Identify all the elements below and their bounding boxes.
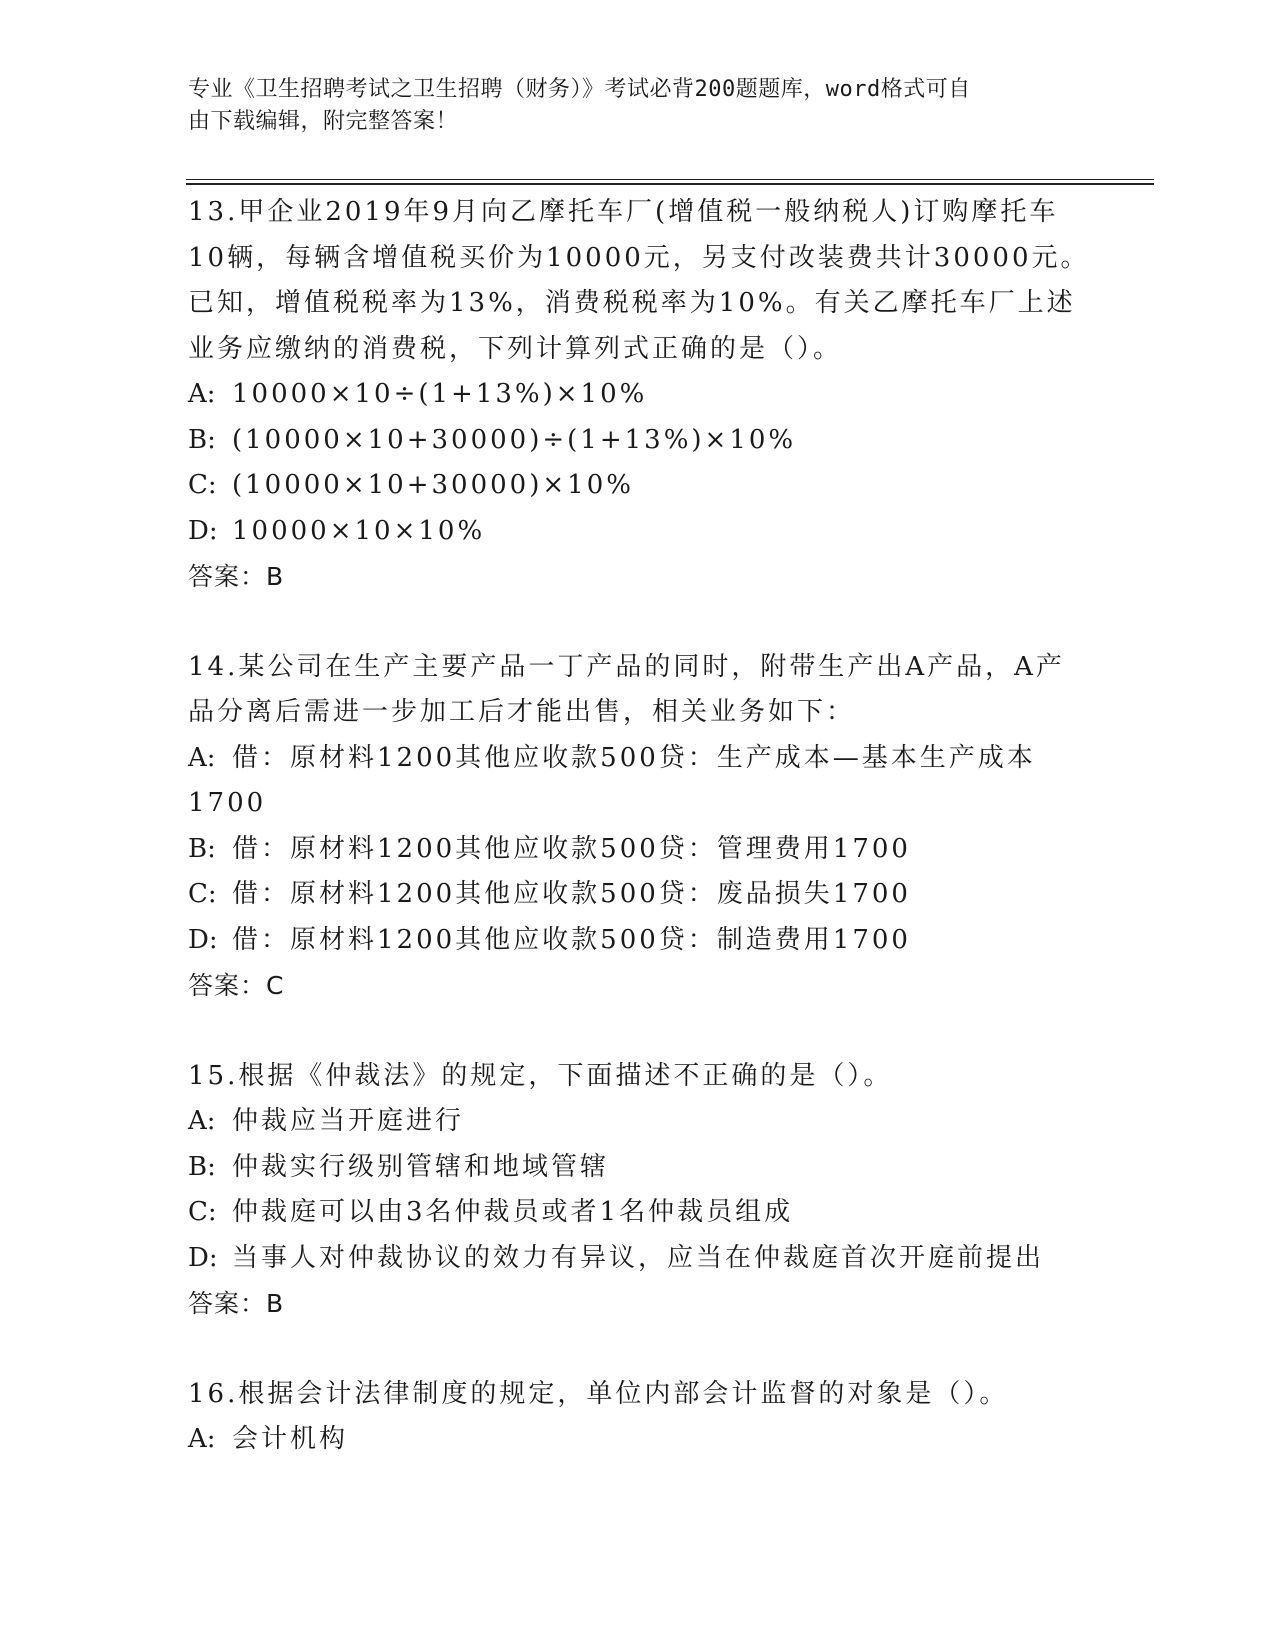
option-text: 借：原材料1200其他应收款500贷：废品损失1700 [232, 879, 911, 909]
option-letter: D: [188, 515, 218, 546]
option-text: 借：原材料1200其他应收款500贷：生产成本—基本生产成本 [232, 742, 1036, 773]
option-a [188, 736, 1088, 782]
option-letter: B: [188, 1151, 216, 1182]
option-letter: A: [188, 742, 216, 773]
option-c [188, 1190, 1088, 1236]
question-list [188, 190, 1088, 1463]
header-divider-thin [186, 179, 1154, 180]
option-text: 仲裁实行级别管辖和地域管辖 [232, 1151, 610, 1182]
option-letter: D: [188, 924, 218, 955]
option-text: 仲裁庭可以由3名仲裁员或者1名仲裁员组成 [232, 1197, 794, 1227]
option-text: 借：原材料1200其他应收款500贷：制造费用1700 [232, 924, 911, 955]
question-stem-line: 15.根据《仲裁法》的规定，下面描述不正确的是（）。 [188, 1060, 893, 1091]
question-16 [188, 1372, 1088, 1463]
option-text: 借：原材料1200其他应收款500贷：管理费用1700 [232, 833, 911, 864]
question-spacer [188, 1327, 1088, 1372]
option-letter: A: [188, 1106, 216, 1136]
option-letter: C: [188, 879, 217, 909]
option-letter: A: [188, 1424, 216, 1454]
option-b [188, 418, 1088, 464]
option-c [188, 872, 1088, 918]
question-stem-line: 业务应缴纳的消费税，下列计算列式正确的是（）。 [188, 333, 843, 364]
answer-label: 答案：B [188, 1289, 285, 1318]
question-spacer [188, 600, 1088, 645]
option-text: 10000×10÷(1+13%)×10% [232, 379, 648, 409]
header-line-2: 由下载编辑，附完整答案！ [188, 109, 459, 134]
question-stem-line: 13.甲企业2019年9月向乙摩托车厂(增值税一般纳税人)订购摩托车 [188, 197, 1059, 227]
option-text: 10000×10×10% [232, 515, 486, 546]
option-letter: B: [188, 424, 216, 455]
option-text: 当事人对仲裁协议的效力有异议，应当在仲裁庭首次开庭前提出 [232, 1242, 1045, 1273]
question-15 [188, 1054, 1088, 1327]
document-header [188, 74, 1068, 138]
question-13 [188, 190, 1088, 600]
option-a [188, 1417, 1088, 1463]
question-stem-line: 14.某公司在生产主要产品一丁产品的同时，附带生产出A产品，A产 [188, 651, 1065, 682]
option-letter: B: [188, 833, 216, 864]
header-line-1: 专业《卫生招聘考试之卫生招聘（财务）》考试必背200题题库，word格式可自 [188, 77, 971, 102]
question-stem-line: 已知，增值税税率为13%，消费税税率为10%。有关乙摩托车厂上述 [188, 288, 1076, 318]
option-d [188, 918, 1088, 964]
question-14 [188, 645, 1088, 1009]
question-stem-line: 16.根据会计法律制度的规定，单位内部会计监督的对象是（）。 [188, 1378, 1009, 1409]
option-letter: C: [188, 1197, 217, 1227]
answer-label: 答案：B [188, 562, 285, 591]
option-b [188, 827, 1088, 873]
question-spacer [188, 1009, 1088, 1054]
option-a [188, 1099, 1088, 1145]
option-letter: D: [188, 1242, 218, 1273]
option-a [188, 372, 1088, 418]
option-letter: A: [188, 379, 216, 409]
option-letter: C: [188, 470, 217, 500]
option-text: 仲裁应当开庭进行 [232, 1106, 465, 1136]
option-a-continued: 1700 [188, 788, 267, 818]
header-divider-thick [186, 183, 1154, 185]
question-stem-line: 10辆，每辆含增值税买价为10000元，另支付改装费共计30000元。 [188, 242, 1090, 273]
option-d [188, 509, 1088, 555]
option-d [188, 1236, 1088, 1282]
option-c [188, 463, 1088, 509]
option-text: (10000×10+30000)÷(1+13%)×10% [232, 424, 797, 455]
option-text: (10000×10+30000)×10% [232, 470, 634, 500]
answer-label: 答案：C [188, 971, 285, 1000]
option-b [188, 1145, 1088, 1191]
question-stem-line: 品分离后需进一步加工后才能出售，相关业务如下： [188, 697, 856, 727]
option-text: 会计机构 [232, 1424, 349, 1454]
